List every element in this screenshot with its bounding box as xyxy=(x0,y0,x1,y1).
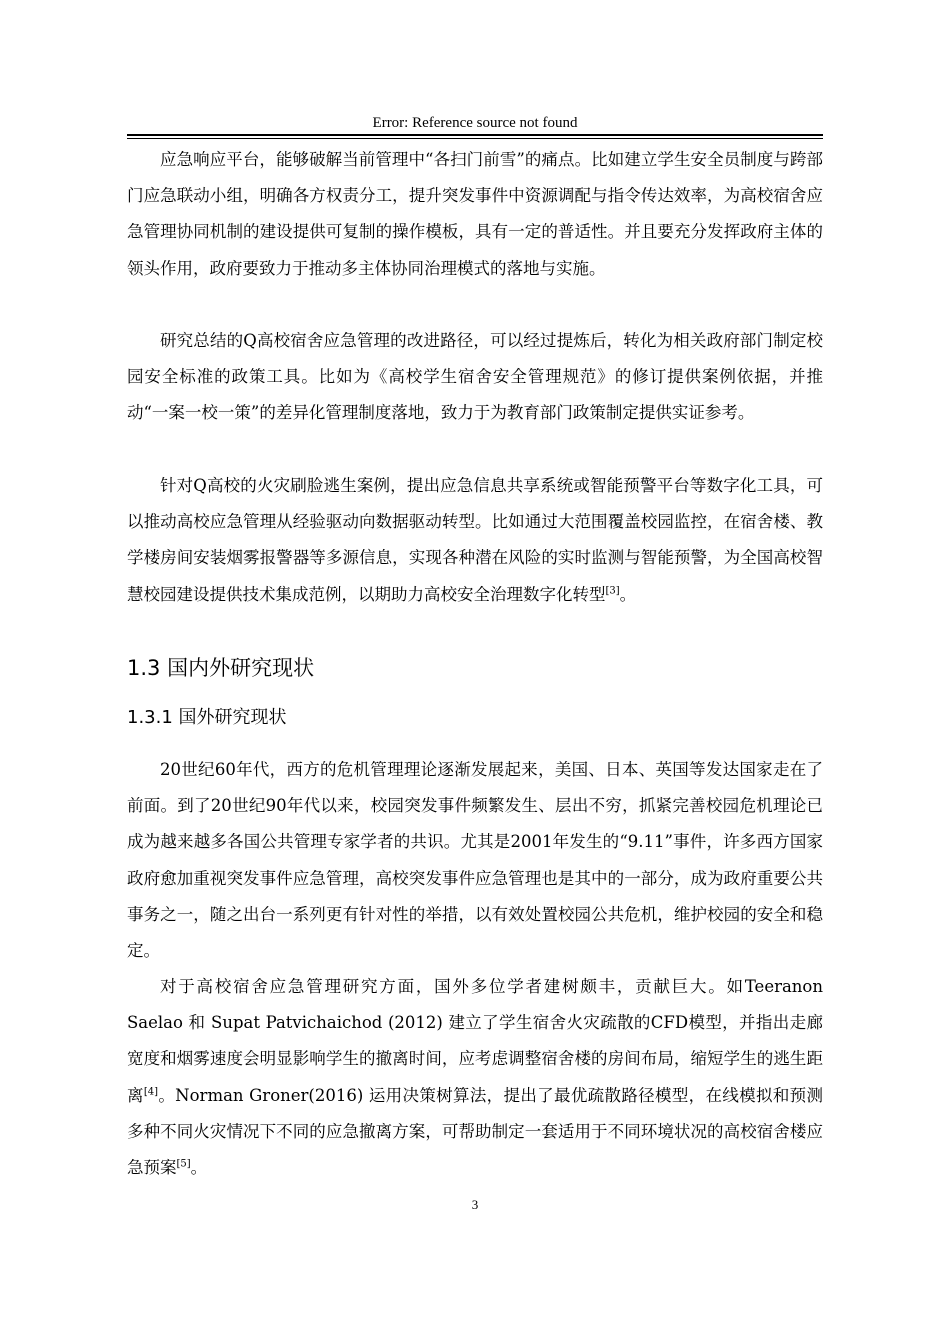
paragraph-1 xyxy=(127,142,823,287)
paragraph-2-text: 研究总结的Q高校宿舍应急管理的改进路径，可以经过提炼后，转化为相关政府部门制定校园安全标准的政策工具。比如为《高校学生宿舍安全管理规范》的修订提供案例依据，并推动“一案一校一策”的差异化管理制度落地，致力于为教育部门政策制定提供实证参考。 xyxy=(127,331,823,423)
subsection-heading: 1.3.1 国外研究现状 xyxy=(127,707,287,728)
header-rule-thin xyxy=(127,138,823,139)
paragraph-1-text: 应急响应平台，能够破解当前管理中“各扫门前雪”的痛点。比如建立学生安全员制度与跨部门应急联动小组，明确各方权责分工，提升突发事件中资源调配与指令传达效率，为高校宿舍应急管理协同机制的建设提供可复制的操作模板，具有一定的普适性。并且要充分发挥政府主体的领头作用，政府要致力于推动多主体协同治理模式的落地与实施。 xyxy=(127,150,823,278)
header-rule-thick xyxy=(127,134,823,136)
section-heading: 1.3 国内外研究现状 xyxy=(127,656,315,680)
paragraph-5-part1: 对于高校宿舍应急管理研究方面，国外多位学者建树颇丰，贡献巨大。如Teeranon Saelao 和 Supat Patvichaichod (2012) 建立了学生宿舍火灾疏散的CFD模型，并指出走廊宽度和烟雾速度会明显影响学生的撤离时间，应考虑调整宿舍楼的房间布局，缩短学生的逃生距离 xyxy=(127,977,823,1105)
running-header: Error: Reference source not found xyxy=(372,115,578,131)
paragraph-2 xyxy=(127,323,823,432)
page-number: 3 xyxy=(471,1197,479,1212)
paragraph-5-part2: 。Norman Groner(2016) 运用决策树算法，提出了最优疏散路径模型，在线模拟和预测多种不同火灾情况下不同的应急撤离方案，可帮助制定一套适用于不同环境状况的高校宿舍楼应急预案 xyxy=(127,1085,824,1178)
paragraph-4 xyxy=(127,752,823,969)
paragraph-3-tail: 。 xyxy=(619,584,637,604)
citation-4: [4] xyxy=(143,1086,159,1098)
paragraph-3 xyxy=(127,468,823,613)
paragraph-5 xyxy=(127,969,823,1186)
paragraph-5-part3: 。 xyxy=(190,1158,208,1178)
paragraph-3-text: 针对Q高校的火灾刷脸逃生案例，提出应急信息共享系统或智能预警平台等数字化工具，可以推动高校应急管理从经验驱动向数据驱动转型。比如通过大范围覆盖校园监控，在宿舍楼、教学楼房间安装烟雾报警器等多源信息，实现各种潜在风险的实时监测与智能预警，为全国高校智慧校园建设提供技术集成范例，以期助力高校安全治理数字化转型 xyxy=(127,476,823,604)
citation-3: [3] xyxy=(605,585,620,597)
citation-5: [5] xyxy=(176,1158,191,1170)
paragraph-4-text: 20世纪60年代，西方的危机管理理论逐渐发展起来，美国、日本、英国等发达国家走在了前面。到了20世纪90年代以来，校园突发事件频繁发生、层出不穷，抓紧完善校园危机理论已成为越来越多各国公共管理专家学者的共识。尤其是2001年发生的“9.11”事件，许多西方国家政府愈加重视突发事件应急管理，高校突发事件应急管理也是其中的一部分，成为政府重要公共事务之一，随之出台一系列更有针对性的举措，以有效处置校园公共危机，维护校园的安全和稳定。 xyxy=(127,760,823,961)
